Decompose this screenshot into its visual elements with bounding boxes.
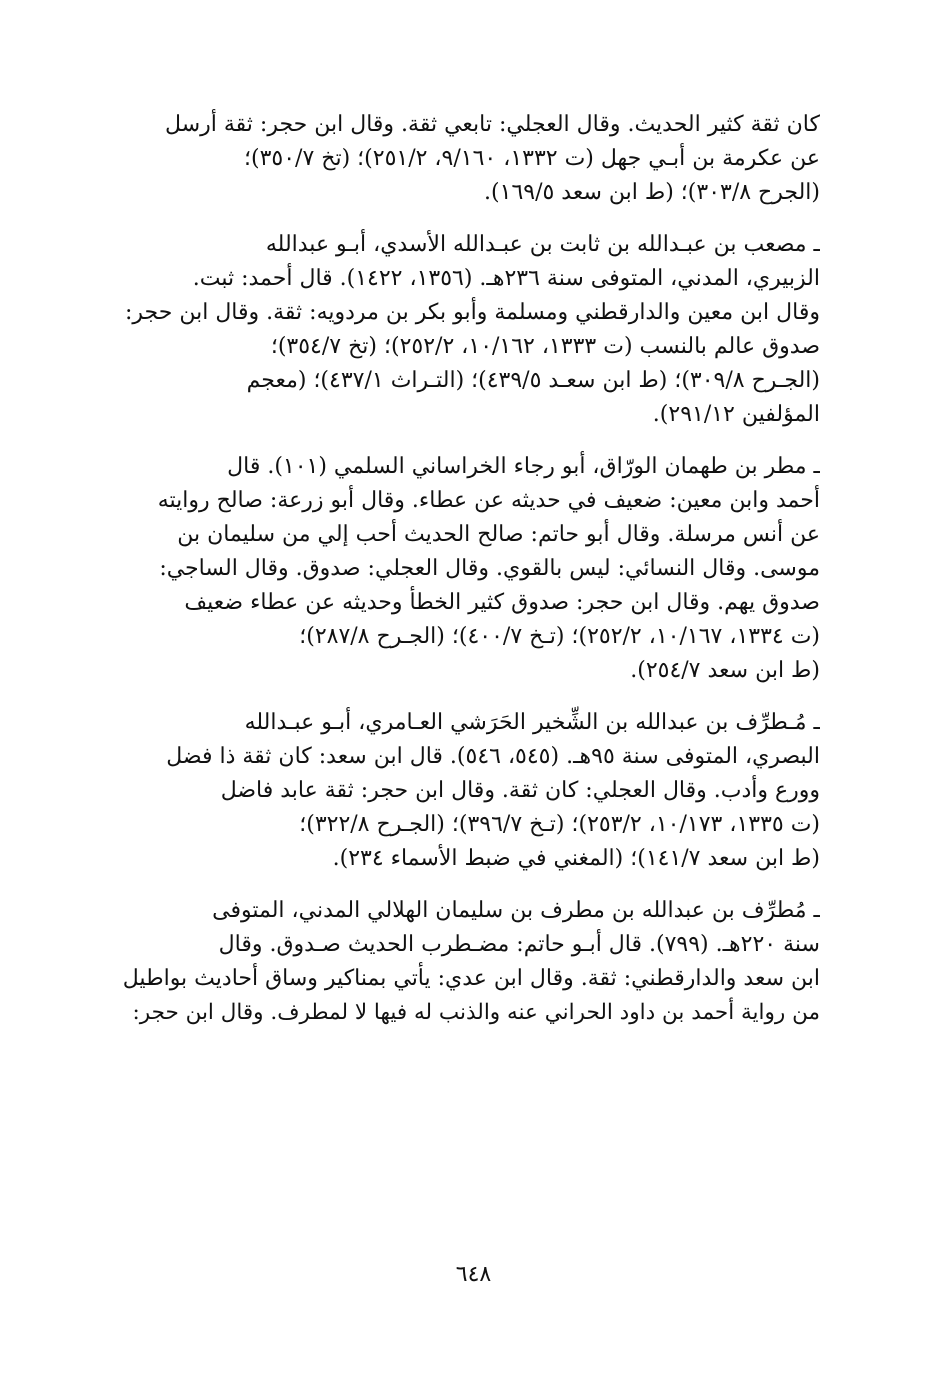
paragraph-gap xyxy=(118,432,820,450)
text-line: سنة ٢٢٠هـ. (٧٩٩). قال أبـو حاتم: مضـطرب الحديث صـدوق. وقال xyxy=(218,932,820,957)
text-line: وقال ابن معين والدارقطني ومسلمة وأبو بكر بن مردويه: ثقة. وقال ابن حجر: xyxy=(125,300,820,325)
text-line: (الجـرح ٣٠٩/٨)؛ (ط ابن سعـد ٤٣٩/٥)؛ (التـراث ٤٣٧/١)؛ (معجم xyxy=(246,368,820,393)
paragraph-gap xyxy=(118,688,820,706)
text-line: البصري، المتوفى سنة ٩٥هـ. (٥٤٥، ٥٤٦). قال ابن سعد: كان ثقة ذا فضل xyxy=(166,744,820,769)
text-line: ـ مطر بن طهمان الورّاق، أبو رجاء الخراساني السلمي (١٠١). قال xyxy=(227,454,820,479)
text-body xyxy=(118,108,820,1030)
text-line: صدوق يهم. وقال ابن حجر: صدوق كثير الخطأ وحديثه عن عطاء ضعيف xyxy=(184,590,820,615)
text-line: وورع وأدب. وقال العجلي: كان ثقة. وقال ابن حجر: ثقة عابد فاضل xyxy=(220,778,820,803)
text-line: ـ مُطرِّف بن عبدالله بن مطرف بن سليمان الهلالي المدني، المتوفى xyxy=(212,898,820,923)
text-line: (ط ابن سعد ١٤١/٧)؛ (المغني في ضبط الأسماء ٢٣٤). xyxy=(332,846,820,871)
text-line: كان ثقة كثير الحديث. وقال العجلي: تابعي ثقة. وقال ابن حجر: ثقة أرسل xyxy=(165,112,820,137)
paragraph-gap xyxy=(118,210,820,228)
text-line: عن عكرمة بن أبـي جهل (ت ١٣٣٢، ٩/١٦٠، ٢٥١/٢)؛ (تخ ٣٥٠/٧)؛ xyxy=(244,146,820,171)
text-line: من رواية أحمد بن داود الحراني عنه والذنب له فيها لا لمطرف. وقال ابن حجر: xyxy=(132,1000,820,1025)
text-line: المؤلفين ٢٩١/١٢). xyxy=(652,402,820,427)
text-line: ـ مصعب بن عبـدالله بن ثابت بن عبـدالله الأسدي، أبـو عبدالله xyxy=(265,232,820,257)
text-line: (ط ابن سعد ٢٥٤/٧). xyxy=(630,658,820,683)
narrator-entry xyxy=(118,450,820,688)
text-line: ابن سعد والدارقطني: ثقة. وقال ابن عدي: يأتي بمناكير وساق أحاديث بواطيل xyxy=(122,966,820,991)
text-line: (ت ١٣٣٥، ١٠/١٧٣، ٢٥٣/٢)؛ (تـخ ٣٩٦/٧)؛ (الجـرح ٣٢٢/٨)؛ xyxy=(299,812,820,837)
narrator-entry xyxy=(118,706,820,876)
text-line: موسى. وقال النسائي: ليس بالقوي. وقال العجلي: صدوق. وقال الساجي: xyxy=(159,556,820,581)
text-line: (ت ١٣٣٤، ١٠/١٦٧، ٢٥٢/٢)؛ (تـخ ٤٠٠/٧)؛ (الجـرح ٢٨٧/٨)؛ xyxy=(299,624,820,649)
text-line: ـ مُـطرِّف بن عبدالله بن الشِّخير الحَرَشي العـامري، أبـو عبـدالله xyxy=(244,710,820,735)
narrator-entry xyxy=(118,108,820,210)
text-line: أحمد وابن معين: ضعيف في حديثه عن عطاء. وقال أبو زرعة: صالح روايته xyxy=(157,488,820,513)
narrator-entry xyxy=(118,894,820,1030)
text-line: عن أنس مرسلة. وقال أبو حاتم: صالح الحديث أحب إلي من سليمان بن xyxy=(177,522,820,547)
text-line: صدوق عالم بالنسب (ت ١٣٣٣، ١٠/١٦٢، ٢٥٢/٢)؛ (تخ ٣٥٤/٧)؛ xyxy=(270,334,820,359)
paragraph-gap xyxy=(118,876,820,894)
narrator-entry xyxy=(118,228,820,432)
page-number: ٦٤٨ xyxy=(455,1262,492,1287)
text-line: الزبيري، المدني، المتوفى سنة ٢٣٦هـ. (١٣٥٦، ١٤٢٢). قال أحمد: ثبت. xyxy=(192,266,820,291)
text-line: (الجرح ٣٠٣/٨)؛ (ط ابن سعد ١٦٩/٥). xyxy=(484,180,820,205)
